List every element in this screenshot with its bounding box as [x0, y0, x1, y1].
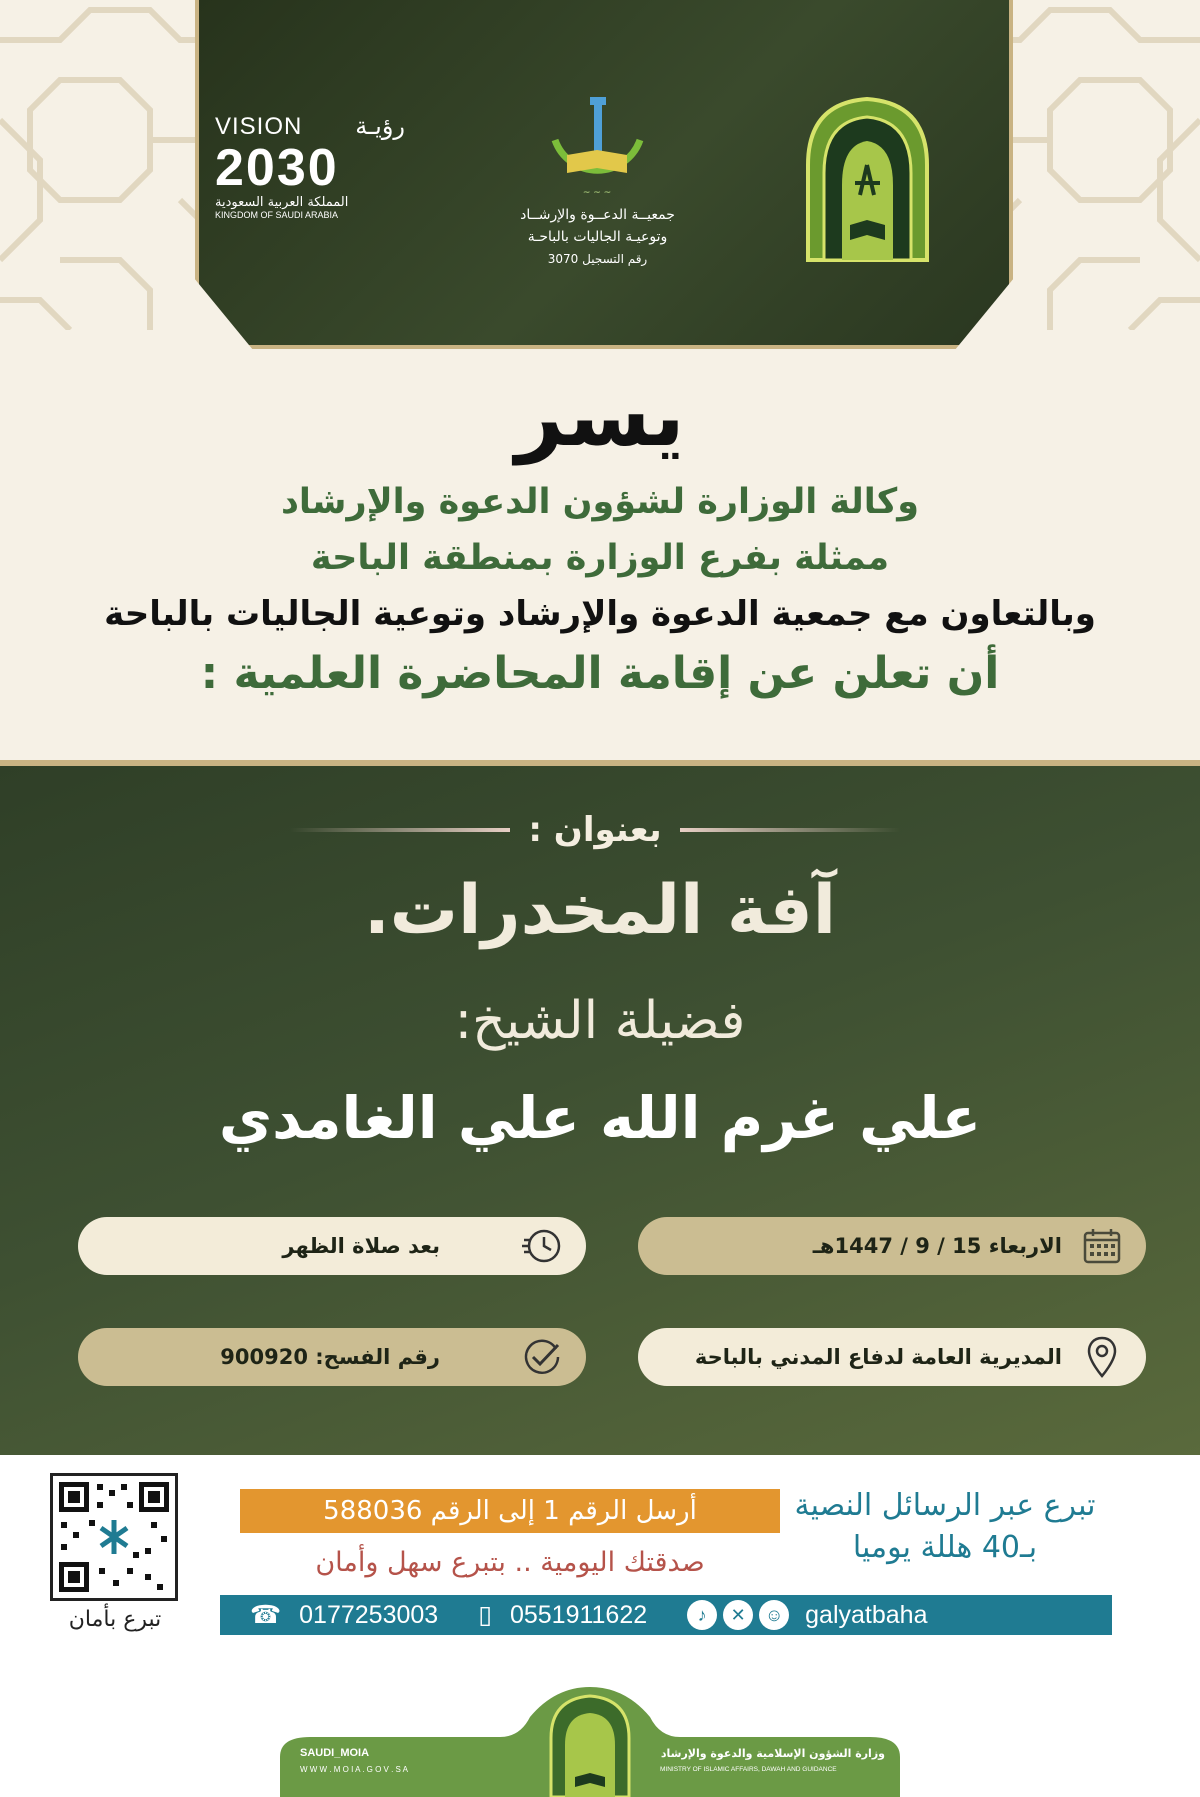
- qr-caption: تبرع بأمان: [68, 1607, 162, 1632]
- footer-ministry-ar: وزارة الشؤون الإسلامية والدعوة والإرشاد: [660, 1747, 885, 1760]
- location-pin-icon: [1080, 1335, 1124, 1379]
- location-text: المديرية العامة لدفاع المدني بالباحة: [694, 1345, 1062, 1369]
- sms-instruction-banner: أرسل الرقم 1 إلى الرقم 588036: [240, 1489, 780, 1533]
- vision-2030-logo: [215, 112, 405, 232]
- phone-number[interactable]: 0177253003: [299, 1600, 439, 1629]
- snapchat-icon[interactable]: ☺: [759, 1600, 789, 1630]
- intro-line-cooperation: وبالتعاون مع جمعية الدعوة والإرشاد وتوعية الجاليات بالباحة: [104, 594, 1096, 634]
- permit-pill: [78, 1328, 586, 1386]
- headline: يسر: [515, 367, 685, 465]
- contact-bar: [220, 1595, 1112, 1635]
- donation-heading: [780, 1485, 1110, 1569]
- vision-label-en: VISION: [215, 113, 303, 140]
- permit-text: رقم الفسح: 900920: [220, 1345, 440, 1369]
- speaker-label: فضيلة الشيخ:: [454, 991, 746, 1051]
- intro-line-agency: وكالة الوزارة لشؤون الدعوة والإرشاد: [280, 482, 920, 522]
- footer-website[interactable]: W W W . M O I A . G O V . S A: [300, 1765, 409, 1774]
- ministry-emblem: [800, 95, 935, 265]
- donation-qr-code[interactable]: [50, 1473, 178, 1601]
- vision-label-ar: رؤيـة: [355, 112, 405, 140]
- footer-ministry-emblem-icon: [545, 1693, 635, 1797]
- footer-social-handle: SAUDI_MOIA: [300, 1747, 370, 1759]
- vision-country-ar: المملكة العربية السعودية: [215, 195, 349, 210]
- vision-country-en: KINGDOM OF SAUDI ARABIA: [215, 210, 339, 220]
- intro-line-announcement: أن تعلن عن إقامة المحاضرة العلمية :: [200, 648, 1000, 699]
- donation-heading-line1: تبرع عبر الرسائل النصية: [794, 1488, 1096, 1523]
- footer-social: [300, 1747, 520, 1774]
- speaker-name: علي غرم الله علي الغامدي: [218, 1084, 982, 1152]
- donation-tagline: صدقتك اليومية .. بتبرع سهل وأمان: [315, 1547, 705, 1578]
- phone-icon: ☎: [250, 1601, 282, 1629]
- x-icon[interactable]: ✕: [723, 1600, 753, 1630]
- footer-ministry-en: MINISTRY OF ISLAMIC AFFAIRS, DAWAH AND GUIDANCE: [660, 1766, 837, 1773]
- footer-ministry-name: [660, 1747, 885, 1773]
- association-name-line1: جمعيــة الدعــوة والإرشــاد: [520, 207, 675, 223]
- tiktok-icon[interactable]: ♪: [687, 1600, 717, 1630]
- donation-heading-line2: بـ40 هللة يوميا: [852, 1530, 1038, 1565]
- check-circle-icon: [520, 1335, 564, 1379]
- ministry-arch-icon: [800, 95, 935, 265]
- social-handle[interactable]: galyatbaha: [805, 1600, 928, 1629]
- svg-text:~ ~ ~: ~ ~ ~: [582, 188, 612, 198]
- intro-text: [0, 367, 1200, 706]
- divider-left: [290, 828, 510, 832]
- lecture-title: آفة المخدرات.: [363, 871, 837, 950]
- donation-section: [0, 1455, 1200, 1797]
- title-label-row: [270, 810, 920, 850]
- association-registration: رقم التسجيل 3070: [547, 252, 648, 266]
- divider-right: [680, 828, 900, 832]
- lecture-section: [0, 760, 1200, 1461]
- mobile-icon: ▯: [478, 1601, 492, 1629]
- intro-section: [0, 0, 1200, 760]
- ministry-footer: [280, 1687, 900, 1797]
- mobile-number[interactable]: 0551911622: [509, 1600, 648, 1629]
- clock-icon: [520, 1224, 564, 1268]
- association-name-line2: وتوعيـة الجاليات بالباحـة: [527, 229, 668, 245]
- association-logo: [505, 95, 690, 285]
- association-emblem-icon: [505, 95, 690, 200]
- date-text: الاربعاء 15 / 9 / 1447هـ: [812, 1234, 1062, 1258]
- location-pill: [638, 1328, 1146, 1386]
- calendar-icon: [1080, 1224, 1124, 1268]
- vision-year: 2030: [215, 139, 339, 197]
- social-icons: [687, 1600, 789, 1630]
- title-label: بعنوان :: [528, 810, 662, 850]
- time-pill: [78, 1217, 586, 1275]
- time-text: بعد صلاة الظهر: [282, 1234, 440, 1258]
- intro-line-branch: ممثلة بفرع الوزارة بمنطقة الباحة: [310, 538, 890, 578]
- qr-code-icon: [53, 1476, 175, 1598]
- date-pill: [638, 1217, 1146, 1275]
